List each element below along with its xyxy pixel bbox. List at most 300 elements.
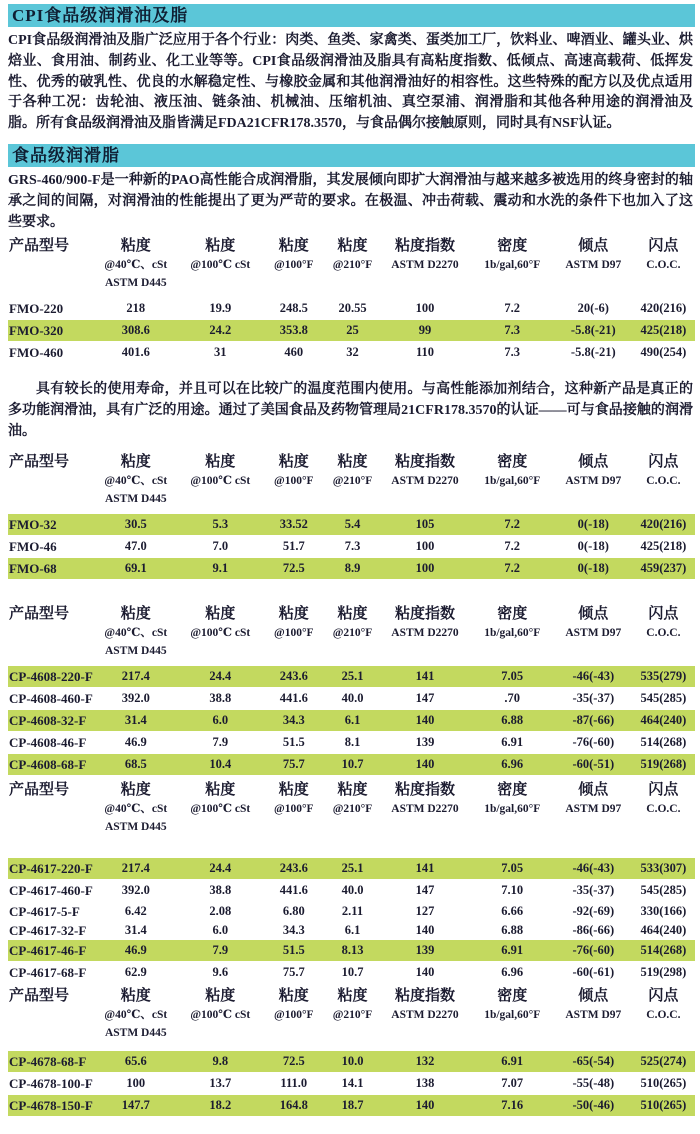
spec-value: 40.0 [341, 882, 364, 897]
column-header [178, 986, 263, 1024]
table-row [8, 688, 695, 709]
table-row [8, 858, 695, 879]
spec-value: 147 [415, 882, 435, 897]
spec-value: 51.5 [282, 734, 305, 749]
spec-value: 420(216) [640, 516, 687, 531]
column-header-unit: @100°F [274, 1008, 314, 1021]
column-header-unit: C.O.C. [646, 1008, 681, 1021]
spec-value: 10.7 [341, 964, 364, 979]
product-model: FMO-32 [9, 516, 57, 532]
column-header-title: 粘度指数 [394, 781, 455, 798]
column-header-product-label: 产品型号 [9, 238, 70, 255]
table-row [8, 902, 695, 921]
column-header [380, 780, 469, 818]
spec-value: 20.55 [338, 301, 367, 316]
spec-value: 140 [415, 1097, 435, 1112]
product-model: CP-4617-32-F [9, 922, 87, 938]
spec-value: 545(285) [640, 690, 687, 705]
product-model: CP-4608-46-F [9, 734, 87, 750]
spec-value: .70 [504, 690, 521, 705]
spec-value: 19.9 [209, 301, 232, 316]
spec-table-fmo-oils-2 [8, 452, 695, 579]
spec-value: 7.05 [501, 668, 524, 683]
column-header [178, 604, 263, 642]
spec-value: 105 [415, 516, 435, 531]
spec-value: 100 [415, 538, 435, 553]
spec-value: 10.0 [341, 1053, 364, 1068]
column-header-title: 粘度 [337, 605, 368, 622]
spec-value: -5.8(-21) [570, 345, 616, 360]
column-header-title: 倾点 [578, 605, 609, 622]
spec-value: 141 [415, 860, 435, 875]
column-header-unit: @40℃、cSt [104, 626, 168, 639]
spec-value: 38.8 [209, 690, 232, 705]
column-header-title: 粘度 [278, 453, 309, 470]
spec-value: 139 [415, 734, 435, 749]
column-header [263, 452, 325, 490]
product-model: CP-4617-5-F [9, 903, 80, 919]
column-header-unit: ASTM D2270 [391, 626, 459, 639]
column-header [325, 236, 381, 274]
spec-value: 0(-18) [577, 516, 609, 531]
column-header-product [8, 780, 94, 800]
spec-value: 243.6 [279, 668, 308, 683]
product-model: CP-4678-100-F [9, 1075, 93, 1091]
column-header-title: 闪点 [648, 987, 679, 1004]
column-header-title: 密度 [497, 453, 528, 470]
spec-value: 243.6 [279, 860, 308, 875]
column-header-title: 粘度 [120, 781, 151, 798]
column-header-unit: ASTM D97 [565, 626, 622, 639]
spec-value: 9.1 [212, 560, 229, 575]
spec-value: 6.91 [501, 734, 524, 749]
column-header [470, 780, 555, 818]
spec-value: 7.2 [504, 560, 521, 575]
spec-value: 510(265) [640, 1075, 687, 1090]
column-header [632, 604, 695, 642]
column-header-title: 粘度 [120, 238, 151, 255]
spec-value: 535(279) [640, 668, 687, 683]
spec-table-cp4678 [8, 986, 695, 1116]
column-header-title: 粘度 [120, 605, 151, 622]
spec-value: -60(-61) [572, 964, 615, 979]
product-model: CP-4608-460-F [9, 690, 93, 706]
spec-value: 460 [284, 345, 304, 360]
column-header-unit: @210°F [332, 802, 373, 815]
spec-value: 5.3 [212, 516, 229, 531]
column-header [94, 236, 178, 292]
spec-value: 7.16 [501, 1097, 524, 1112]
column-header-title: 粘度 [120, 453, 151, 470]
spec-value: 514(268) [640, 942, 687, 957]
column-header-method: ASTM D445 [104, 1026, 167, 1039]
column-header [94, 986, 178, 1042]
spec-value: 6.91 [501, 942, 524, 957]
spec-value: 25.1 [341, 860, 364, 875]
spec-value: 0(-18) [577, 538, 609, 553]
column-header-unit: ASTM D97 [565, 1008, 622, 1021]
column-header [380, 452, 469, 490]
column-header [380, 236, 469, 274]
column-header [94, 604, 178, 660]
column-header-unit: @100℃ cSt [190, 1008, 251, 1021]
column-header-title: 粘度 [205, 238, 236, 255]
column-header-unit: @100℃ cSt [190, 802, 251, 815]
column-header-method: ASTM D445 [104, 492, 167, 505]
column-header-unit: 1b/gal,60°F [484, 259, 541, 272]
product-model: CP-4608-220-F [9, 668, 93, 684]
product-model: CP-4608-68-F [9, 756, 87, 772]
section1-title: CPI食品级润滑油及脂 [12, 6, 189, 25]
spec-value: 24.2 [209, 323, 232, 338]
column-header [555, 986, 632, 1024]
product-model: CP-4678-68-F [9, 1053, 87, 1069]
column-header [632, 986, 695, 1024]
column-header-unit: ASTM D97 [565, 802, 622, 815]
spec-value: 18.2 [209, 1097, 232, 1112]
spec-value: 46.9 [124, 942, 147, 957]
spec-value: 217.4 [121, 860, 150, 875]
product-model: CP-4608-32-F [9, 712, 87, 728]
spec-value: 24.4 [209, 860, 232, 875]
column-header-product [8, 604, 94, 624]
column-header [470, 986, 555, 1024]
table-row [8, 320, 695, 341]
spec-value: 30.5 [124, 516, 147, 531]
spec-value: 7.9 [212, 942, 229, 957]
spec-value: 330(166) [640, 903, 687, 918]
section1-intro-paragraph: CPI食品级润滑油及脂广泛应用于各个行业：肉类、鱼类、家禽类、蛋类加工厂，饮料业、啤酒业、罐头业、烘焙业、食用油、制药业、化工业等等。CPI食品级润滑油及脂具有高粘度指数、低倾点、高速高载荷、低挥发性、优秀的破乳性、优良的水解稳定性、与橡胶金属和其他润滑油好的相容性。这些特殊的配方以及优点适用于各种工况：齿轮油、液压油、链条油、机械油、压缩机油、真空泵浦、润滑脂和其他各种用途的润滑油及脂。所有食品级润滑油及脂皆满足FDA21CFR178.3570，与食品偶尔接触原则，同时具有NSF认证。 [8, 33, 693, 132]
spec-value: 464(240) [640, 922, 687, 937]
spec-value: 31 [214, 345, 227, 360]
column-header [325, 780, 381, 818]
section2-title-band [8, 144, 695, 167]
spec-value: 68.5 [124, 756, 147, 771]
column-header-product [8, 986, 94, 1006]
column-header-title: 粘度指数 [394, 453, 455, 470]
table-row [8, 558, 695, 579]
spec-value: 38.8 [209, 882, 232, 897]
spec-value: 441.6 [279, 882, 308, 897]
column-header-title: 粘度 [205, 781, 236, 798]
column-header-unit: C.O.C. [646, 802, 681, 815]
spec-value: -86(-66) [572, 922, 615, 937]
column-header-title: 闪点 [648, 453, 679, 470]
spec-value: 7.07 [501, 1075, 524, 1090]
spec-value: 425(218) [640, 538, 687, 553]
column-header [470, 604, 555, 642]
spec-value: 510(265) [640, 1097, 687, 1112]
spec-value: 8.13 [341, 942, 364, 957]
column-header [94, 452, 178, 508]
column-header-title: 粘度指数 [394, 987, 455, 1004]
column-header [470, 452, 555, 490]
spec-value: 140 [415, 964, 435, 979]
column-header [555, 452, 632, 490]
table-row [8, 666, 695, 687]
column-header-method: ASTM D445 [104, 644, 167, 657]
column-header-product-label: 产品型号 [9, 987, 70, 1004]
column-header-title: 粘度指数 [394, 605, 455, 622]
spec-value: 34.3 [282, 712, 305, 727]
product-model: FMO-460 [9, 345, 64, 361]
column-header-title: 闪点 [648, 238, 679, 255]
spec-value: -55(-48) [572, 1075, 615, 1090]
spec-value: -35(-37) [572, 882, 615, 897]
column-header-title: 粘度指数 [394, 238, 455, 255]
spec-value: 32 [346, 345, 359, 360]
column-header-product-label: 产品型号 [9, 781, 70, 798]
spec-value: 138 [415, 1075, 435, 1090]
column-header-unit: C.O.C. [646, 259, 681, 272]
column-header-title: 粘度 [278, 987, 309, 1004]
spec-value: 6.1 [344, 922, 361, 937]
table-row [8, 1095, 695, 1116]
spec-value: 147.7 [121, 1097, 150, 1112]
column-header-title: 粘度 [278, 605, 309, 622]
column-header [178, 236, 263, 274]
spec-value: 100 [126, 1075, 146, 1090]
column-header-unit: 1b/gal,60°F [484, 626, 541, 639]
spec-value: 6.88 [501, 922, 524, 937]
spec-value: 6.0 [212, 922, 229, 937]
column-header [178, 780, 263, 818]
table-header-row [8, 452, 695, 508]
mid-paragraph: 具有较长的使用寿命，并且可以在比较广的温度范围内使用。与高性能添加剂结合，这种新产品是真正的多功能润滑油，具有广泛的用途。通过了美国食品及药物管理局21CFR178.3570的认证——可与食品接触的润滑油。 [8, 382, 693, 439]
column-header-unit: C.O.C. [646, 474, 681, 487]
section2-intro-paragraph: GRS-460/900-F是一种新的PAO高性能合成润滑脂，其发展倾向即扩大润滑油与越来越多被选用的终身密封的轴承之间的间隔，对润滑油的性能提出了更为严苛的要求。在极温、冲击荷载、震动和水洗的条件下也加入了这些要求。 [8, 172, 693, 230]
table-row [8, 536, 695, 557]
spec-value: 401.6 [121, 345, 150, 360]
spec-value: 140 [415, 922, 435, 937]
column-header [380, 604, 469, 642]
spec-value: 5.4 [344, 516, 361, 531]
column-header-unit: @100°F [274, 626, 314, 639]
spec-value: 6.91 [501, 1053, 524, 1068]
section1-title-band [8, 4, 695, 27]
spec-value: 9.8 [212, 1053, 229, 1068]
column-header [263, 780, 325, 818]
spec-value: 425(218) [640, 323, 687, 338]
spec-value: 110 [415, 345, 435, 360]
spec-value: 75.7 [282, 964, 305, 979]
spec-value: 353.8 [279, 323, 308, 338]
table-header-row [8, 236, 695, 292]
column-header-unit: @40℃、cSt [104, 802, 168, 815]
column-header-method: ASTM D445 [104, 820, 167, 833]
spec-table-cp4617 [8, 780, 695, 983]
column-header-unit: ASTM D2270 [391, 802, 459, 815]
column-header-unit: 1b/gal,60°F [484, 1008, 541, 1021]
column-header [325, 986, 381, 1024]
column-header-title: 粘度 [278, 238, 309, 255]
column-header-unit: @100°F [274, 474, 314, 487]
column-header-title: 倾点 [578, 987, 609, 1004]
spec-value: 147 [415, 690, 435, 705]
spec-value: 62.9 [124, 964, 147, 979]
spec-value: -65(-54) [572, 1053, 615, 1068]
spec-value: 18.7 [341, 1097, 364, 1112]
section2-title: 食品级润滑脂 [12, 145, 120, 165]
spec-value: 132 [415, 1053, 435, 1068]
column-header-title: 粘度 [337, 453, 368, 470]
column-header-title: 密度 [497, 605, 528, 622]
column-header-unit: @210°F [332, 1008, 373, 1021]
column-header-title: 粘度 [337, 238, 368, 255]
spec-value: 72.5 [282, 560, 305, 575]
column-header-unit: @100℃ cSt [190, 259, 251, 272]
spec-value: 75.7 [282, 756, 305, 771]
column-header-unit: ASTM D97 [565, 474, 622, 487]
spec-value: 111.0 [280, 1075, 308, 1090]
spec-value: 7.3 [504, 323, 521, 338]
column-header-unit: ASTM D2270 [391, 259, 459, 272]
column-header-title: 闪点 [648, 781, 679, 798]
column-header-title: 倾点 [578, 238, 609, 255]
spec-value: 65.6 [124, 1053, 147, 1068]
spec-value: 31.4 [124, 712, 147, 727]
column-header-title: 粘度 [337, 781, 368, 798]
spec-value: 514(268) [640, 734, 687, 749]
table-header-row [8, 604, 695, 660]
spec-value: 525(274) [640, 1053, 687, 1068]
column-header-unit: @100°F [274, 802, 314, 815]
column-header-product-label: 产品型号 [9, 453, 70, 470]
spec-value: 2.11 [341, 903, 364, 918]
table-row [8, 1051, 695, 1072]
spec-value: 139 [415, 942, 435, 957]
column-header-unit: ASTM D97 [565, 259, 622, 272]
spec-value: 2.08 [209, 903, 232, 918]
spec-value: -92(-69) [572, 903, 615, 918]
spec-value: 392.0 [121, 690, 150, 705]
product-model: CP-4617-68-F [9, 964, 87, 980]
column-header [263, 986, 325, 1024]
column-header-title: 密度 [497, 781, 528, 798]
column-header-unit: ASTM D2270 [391, 474, 459, 487]
spec-value: 6.42 [124, 903, 147, 918]
column-header-unit: @40℃、cSt [104, 474, 168, 487]
spec-value: 7.2 [504, 516, 521, 531]
column-header [380, 986, 469, 1024]
column-header-title: 粘度 [278, 781, 309, 798]
table-row [8, 754, 695, 775]
column-header [325, 604, 381, 642]
column-header [325, 452, 381, 490]
spec-value: 140 [415, 712, 435, 727]
spec-value: 9.6 [212, 964, 229, 979]
spec-value: 6.1 [344, 712, 361, 727]
spec-value: 31.4 [124, 922, 147, 937]
spec-value: 46.9 [124, 734, 147, 749]
spec-value: 7.3 [344, 538, 361, 553]
spec-value: 0(-18) [577, 560, 609, 575]
column-header [632, 452, 695, 490]
spec-value: 248.5 [279, 301, 308, 316]
spec-value: 7.2 [504, 301, 521, 316]
spec-value: 217.4 [121, 668, 150, 683]
spec-value: 51.5 [282, 942, 305, 957]
spec-value: 7.05 [501, 860, 524, 875]
spec-value: 10.7 [341, 756, 364, 771]
column-header-product-label: 产品型号 [9, 605, 70, 622]
table-row [8, 1073, 695, 1094]
spec-value: 7.2 [504, 538, 521, 553]
spec-value: 459(237) [640, 560, 687, 575]
column-header [94, 780, 178, 836]
column-header-unit: @100℃ cSt [190, 474, 251, 487]
spec-value: 6.66 [501, 903, 524, 918]
table-row [8, 710, 695, 731]
column-header-product [8, 236, 94, 256]
spec-value: 420(216) [640, 301, 687, 316]
column-header-title: 粘度 [120, 987, 151, 1004]
spec-value: 25.1 [341, 668, 364, 683]
spec-value: 33.52 [279, 516, 308, 531]
spec-value: 51.7 [282, 538, 305, 553]
spec-value: 464(240) [640, 712, 687, 727]
column-header-title: 密度 [497, 238, 528, 255]
column-header-method: ASTM D445 [104, 277, 167, 290]
column-header-unit: @210°F [332, 259, 373, 272]
spec-value: 100 [415, 301, 435, 316]
table-header-row [8, 780, 695, 836]
spec-value: 545(285) [640, 882, 687, 897]
column-header-title: 闪点 [648, 605, 679, 622]
spec-value: -46(-43) [572, 860, 615, 875]
spec-value: 100 [415, 560, 435, 575]
column-header-unit: @210°F [332, 626, 373, 639]
spec-table-cp4608 [8, 604, 695, 775]
column-header [263, 236, 325, 274]
spec-value: 40.0 [341, 690, 364, 705]
column-header [632, 236, 695, 274]
spec-value: -87(-66) [572, 712, 615, 727]
spec-value: 10.4 [209, 756, 232, 771]
spec-value: 441.6 [279, 690, 308, 705]
spec-value: 308.6 [121, 323, 150, 338]
table-header-row [8, 986, 695, 1042]
spec-value: 533(307) [640, 860, 687, 875]
spec-value: 6.0 [212, 712, 229, 727]
product-model: CP-4678-150-F [9, 1097, 93, 1113]
column-header-title: 倾点 [578, 781, 609, 798]
table-row [8, 962, 695, 983]
column-header-unit: @40℃、cSt [104, 259, 168, 272]
column-header-unit: @210°F [332, 474, 373, 487]
spec-value: 6.96 [501, 964, 524, 979]
column-header-unit: @100°F [274, 259, 314, 272]
column-header [178, 452, 263, 490]
spec-value: 34.3 [282, 922, 305, 937]
column-header [263, 604, 325, 642]
table-row [8, 514, 695, 535]
product-model: CP-4617-46-F [9, 942, 87, 958]
table-row [8, 732, 695, 753]
table-row [8, 880, 695, 901]
spec-value: 47.0 [124, 538, 147, 553]
column-header-title: 密度 [497, 987, 528, 1004]
column-header-unit: ASTM D2270 [391, 1008, 459, 1021]
column-header [555, 780, 632, 818]
column-header-unit: @100℃ cSt [190, 626, 251, 639]
spec-value: -60(-51) [572, 756, 615, 771]
product-model: CP-4617-460-F [9, 882, 93, 898]
spec-value: 519(298) [640, 964, 687, 979]
column-header-unit: C.O.C. [646, 626, 681, 639]
product-model: CP-4617-220-F [9, 860, 93, 876]
spec-value: 141 [415, 668, 435, 683]
